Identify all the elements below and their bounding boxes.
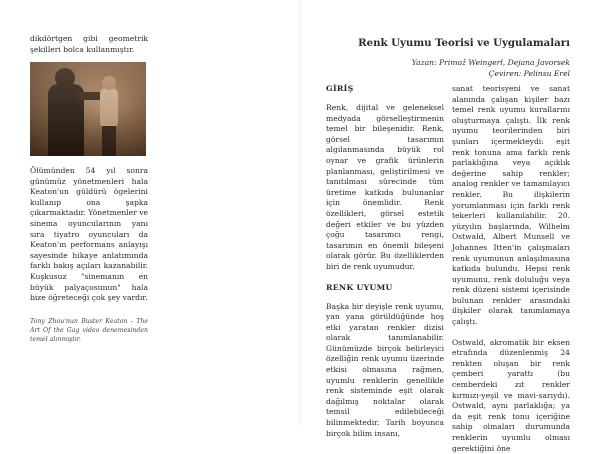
left-body-paragraph: Ölümünden 54 yıl sonra günümüz yönetmenleri hala Keaton'un güldürü ögelerini kullanıp ona şapka çıkarmaktadır. Yönetmenler ve sinema oyuncularının yanı sıra tiyatro oyuncuları da Keaton'ın performans anlayışı sayesinde hikaye anlatımında farklı bakış açıları kazanabilir. Kuşkusuz "sinemanın en büyük palyaçosunun" hala bize öğreteceği çok şey vardır. xyxy=(30,166,148,303)
film-still-photo xyxy=(30,62,146,156)
intro-paragraph: Renk, dijital ve geleneksel medyada görselleştirmenin temel bir bileşenidir. Renk, görsel tasarımın algılanmasında büyük rol oynar ve grafik ürünlerin planlanması, geliştirilmesi ve tanıtılması sürecinde tüm üretime katkıda bulunanlar için önemlidir. Renk özellikleri, görsel estetik değeri etkiler ve bu yüzden çoğu tasarımcı rengi, tasarımın en önemli bileşeni olarak görür. Bu özelliklerden biri de renk uyumudur. xyxy=(326,103,444,271)
ostwald-paragraph: Ostwald, akromatik bir eksen etrafında düzenlenmiş 24 renkten oluşan bir renk çemberi yarattı (bu cemberdeki zıt renkler kırmızı-yeşil ve mavi-sarıydı). Ostwald, aynı parlaklığa; ya da eşit renk tonu içeriğine sahip olmaları durumunda renklerin uyumlu olması gerektiğini öne xyxy=(452,337,570,453)
column-left xyxy=(326,84,444,439)
lead-paragraph: dikdörtgen gibi geometrik şekilleri bolca kullanmıştır. xyxy=(30,34,148,54)
section-heading-intro: GİRİŞ xyxy=(326,84,354,93)
byline xyxy=(320,58,570,79)
photo-caption: Tony Zhou'nun Buster Keaton - The Art Of the Gag video denemesinden temel alınmıştır. xyxy=(30,318,148,343)
left-page xyxy=(0,0,300,425)
article-title: Renk Uyumu Teorisi ve Uygulamaları xyxy=(358,37,570,49)
color-harmony-paragraph: Başka bir deyişle renk uyumu, yan yana görüldüğünde hoş etki yaratan renkler dizisi olarak tanımlanabilir. Günümüzde birçok belirleyici özelliğin renk uyumu üzerinde etkisi olmasına rağmen, uyumlu renklerin genellikle renk sisteminde eşit olarak dağılmış noktalar olarak temsil edilebileceği bilinmektedir. Tarih boyunca birçok bilim insanı, xyxy=(326,301,444,438)
column-right xyxy=(452,84,570,454)
theory-paragraph: sanat teorisyeni ve sanat alanında çalışan kişiler bazı temel renk uyumu kurallarını oluşturmaya çalıştı. İlk renk uyumu teorilerinden biri şunları içermekteydi: eşit renk tonuna ama farklı renk parlaklığına veya açıklık değerine sahip renkler; analog renkler ve tamamlayıcı renkler. Bu ilişkilerin yorumlanması için farklı renk tekerleri kullanılabilir. 20. yüzyılın başlarında, Wilhelm Ostwald, Albert Munsell ve Johannes Itten'in çalışmaları renk uyumunun anlaşılmasına katkıda bulundu. Hepsi renk uyumunu, renk doluluğu veya renk düzeni sistemi içerisinde bulunan renkler arasındaki ilişkiler olarak tanımlamaya çalıştı. xyxy=(452,84,570,327)
photo-tone-overlay xyxy=(30,62,146,156)
author-line: Yazan: Primož Weingerl, Dejana Javorsek xyxy=(411,58,570,67)
translator-line: Çeviren: Pelinsu Erel xyxy=(488,68,570,78)
section-heading-color-harmony: RENK UYUMU xyxy=(326,282,393,292)
